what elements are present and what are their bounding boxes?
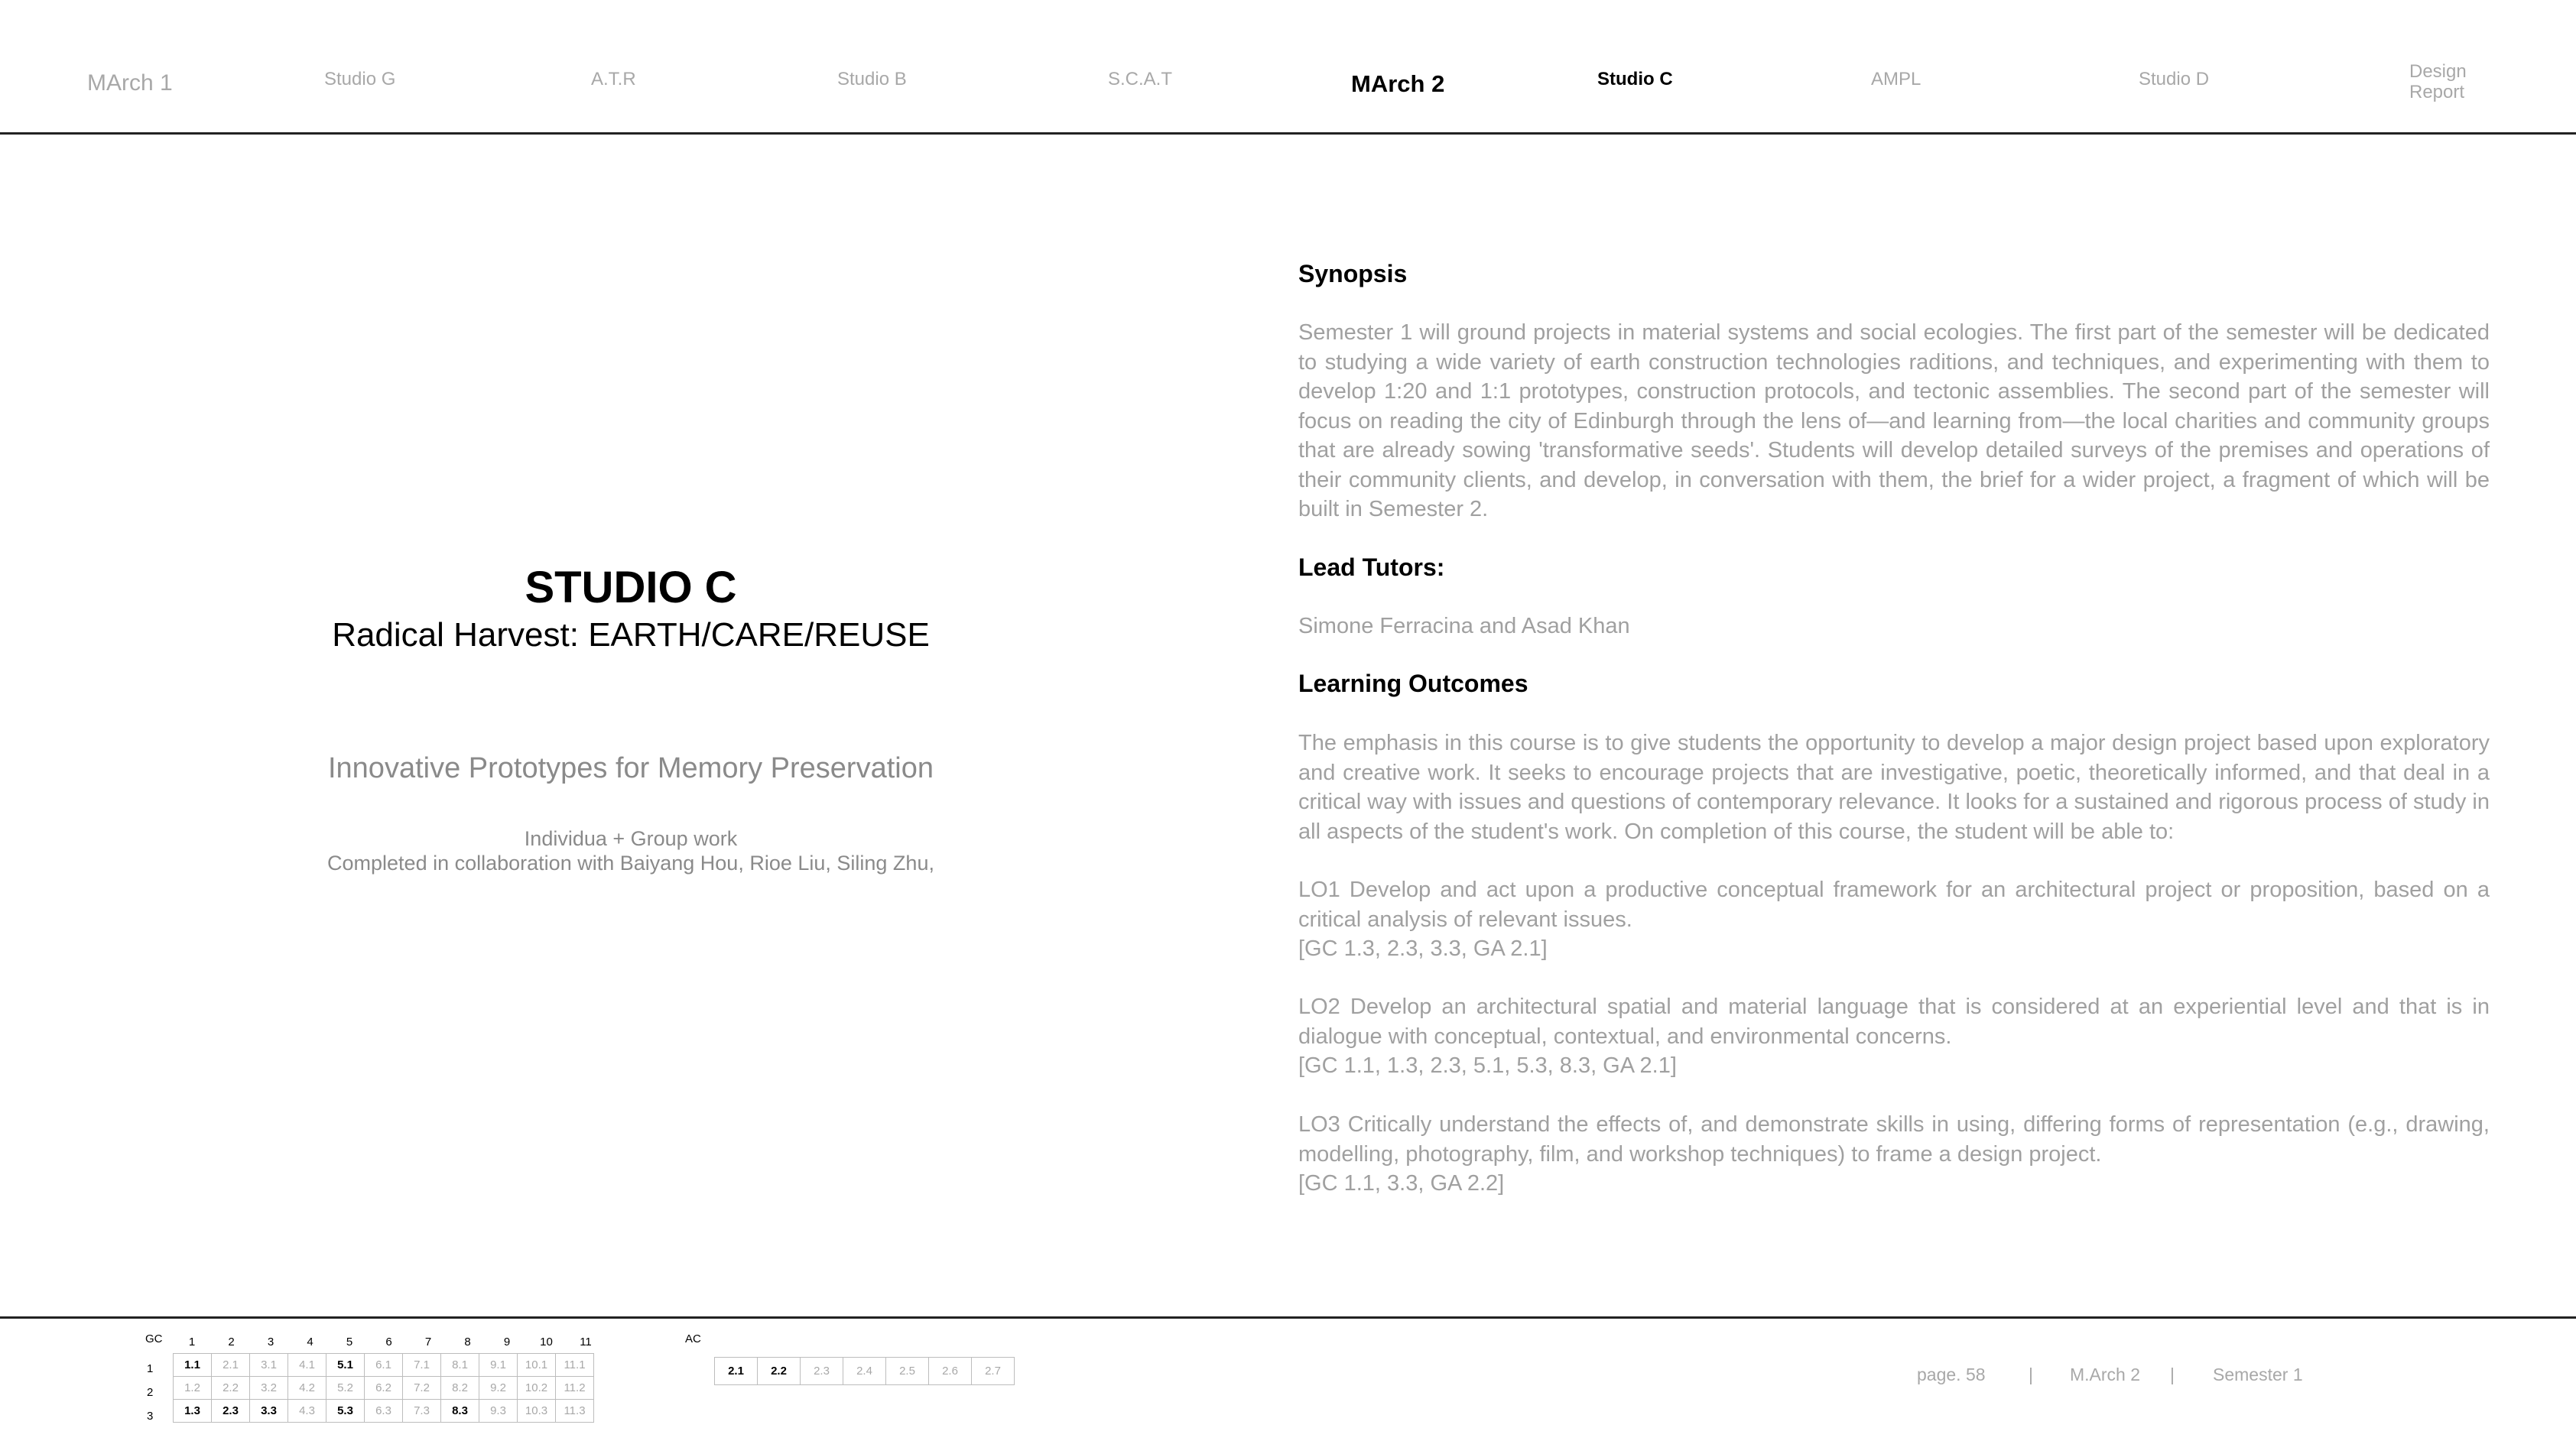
- lo2-text: LO2 Develop an architectural spatial and material language that is considered at an experiential level and that is in dialogue with conceptual, contextual, and environmental concerns.: [1298, 995, 2490, 1049]
- nav-design-report-line2: Report: [2409, 82, 2465, 102]
- gc-table-row: [174, 1354, 594, 1377]
- gc-cell: 8.2: [441, 1377, 479, 1400]
- gc-cell: 7.3: [403, 1400, 441, 1423]
- project-title: Innovative Prototypes for Memory Preservation: [327, 752, 934, 784]
- gc-column-number: 10: [540, 1336, 553, 1349]
- tutors-names: Simone Ferracina and Asad Khan: [1298, 614, 1630, 638]
- nav-march2[interactable]: MArch 2: [1351, 70, 1445, 97]
- lo3-codes: [GC 1.1, 3.3, GA 2.2]: [1298, 1171, 1505, 1196]
- lo1-text: LO1 Develop and act upon a productive conceptual framework for an architectural project or proposition, based on a critical analysis of relevant issues.: [1298, 878, 2490, 932]
- ac-cell: 2.3: [801, 1358, 843, 1385]
- gc-row-number: 1: [147, 1362, 154, 1375]
- gc-cell: 3.1: [250, 1354, 288, 1377]
- gc-cell: 4.3: [288, 1400, 326, 1423]
- nav-studio-g[interactable]: Studio G: [324, 69, 396, 89]
- collaboration-credit: Completed in collaboration with Baiyang Hou, Rioe Liu, Siling Zhu,: [327, 852, 934, 875]
- gc-cell: 2.1: [212, 1354, 250, 1377]
- gc-cell: 2.3: [212, 1400, 250, 1423]
- gc-cell: 11.1: [556, 1354, 594, 1377]
- gc-cell: 1.1: [174, 1354, 212, 1377]
- nav-march1[interactable]: MArch 1: [87, 70, 173, 96]
- footer-program: M.Arch 2: [2070, 1365, 2141, 1384]
- gc-cell: 9.3: [479, 1400, 518, 1423]
- ac-label: AC: [685, 1332, 701, 1345]
- ac-cell: 2.6: [929, 1358, 972, 1385]
- tutors-heading: Lead Tutors:: [1298, 553, 1445, 581]
- ac-table-row: [715, 1358, 1015, 1385]
- work-type: Individua + Group work: [524, 827, 738, 850]
- gc-cell: 7.1: [403, 1354, 441, 1377]
- nav-studio-d[interactable]: Studio D: [2139, 69, 2210, 89]
- lo3-text: LO3 Critically understand the effects of, and demonstrate skills in using, differing forms of representation (e.g., drawing, modelling, photography, film, and workshop techniques) to frame a design project.: [1298, 1112, 2490, 1167]
- footer-semester: Semester 1: [2213, 1365, 2303, 1384]
- gc-cell: 6.2: [365, 1377, 403, 1400]
- gc-column-number: 3: [267, 1336, 274, 1349]
- gc-row-number: 2: [147, 1386, 154, 1399]
- nav-ampl[interactable]: AMPL: [1871, 69, 1921, 89]
- gc-cell: 5.1: [326, 1354, 365, 1377]
- footer-divider: [0, 1316, 2576, 1319]
- gc-cell: 6.1: [365, 1354, 403, 1377]
- synopsis-heading: Synopsis: [1298, 260, 1408, 287]
- gc-cell: 10.1: [518, 1354, 556, 1377]
- nav-scat[interactable]: S.C.A.T: [1108, 69, 1173, 89]
- nav-studio-c[interactable]: Studio C: [1597, 69, 1673, 89]
- gc-column-number: 4: [307, 1336, 313, 1349]
- footer-sep-2: |: [2170, 1365, 2175, 1384]
- gc-cell: 3.2: [250, 1377, 288, 1400]
- gc-table-row: [174, 1400, 594, 1423]
- gc-cell: 9.2: [479, 1377, 518, 1400]
- gc-cell: 1.2: [174, 1377, 212, 1400]
- gc-cell: 10.2: [518, 1377, 556, 1400]
- gc-column-number: 7: [424, 1336, 432, 1349]
- gc-cell: 8.3: [441, 1400, 479, 1423]
- nav-design-report[interactable]: [2409, 61, 2467, 102]
- gc-cell: 8.1: [441, 1354, 479, 1377]
- ac-cell: 2.7: [972, 1358, 1015, 1385]
- gc-cell: 4.2: [288, 1377, 326, 1400]
- synopsis-text: Semester 1 will ground projects in material systems and social ecologies. The first part of the semester will be dedicated to studying a wide variety of earth construction technologies raditions, and techniques, and experimenting with them to develop 1:20 and 1:1 prototypes, construction protocols, and tectonic assemblies. The second part of the semester will focus on reading the city of Edinburgh through the lens of—and learning from—the local charities and community groups that are already sowing 'transformative seeds'. Students will develop detailed surveys of the premises and operations of their community clients, and develop, in conversation with them, the brief for a wider project, a fragment of which will be built in Semester 2.: [1298, 320, 2490, 521]
- gc-column-number: 5: [346, 1336, 353, 1349]
- gc-column-number: 1: [188, 1336, 196, 1349]
- gc-cell: 3.3: [250, 1400, 288, 1423]
- ac-cell: 2.1: [715, 1358, 758, 1385]
- outcomes-intro: The emphasis in this course is to give students the opportunity to develop a major design project based upon exploratory and creative work. It seeks to encourage projects that are investigative, poetic, theoretically informed, and that deal in a critical way with issues and questions of contemporary relevance. It looks for a sustained and rigorous process of study in all aspects of the student's work. On completion of this course, the student will be able to:: [1298, 731, 2490, 844]
- gc-column-number: 2: [228, 1336, 235, 1349]
- gc-column-number: 8: [464, 1336, 471, 1349]
- gc-column-number: 6: [385, 1336, 392, 1349]
- gc-table-row: [174, 1377, 594, 1400]
- studio-title: STUDIO C: [525, 563, 737, 612]
- ac-cell: 2.2: [758, 1358, 801, 1385]
- gc-cell: 6.3: [365, 1400, 403, 1423]
- gc-column-number: 11: [580, 1336, 592, 1349]
- gc-table: [173, 1353, 594, 1423]
- header-divider: [0, 132, 2576, 135]
- gc-cell: 5.2: [326, 1377, 365, 1400]
- gc-cell: 11.3: [556, 1400, 594, 1423]
- lo1-codes: [GC 1.3, 2.3, 3.3, GA 2.1]: [1298, 936, 1548, 961]
- gc-column-number: 9: [503, 1336, 511, 1349]
- gc-cell: 11.2: [556, 1377, 594, 1400]
- gc-row-number: 3: [147, 1410, 154, 1423]
- gc-cell: 5.3: [326, 1400, 365, 1423]
- gc-cell: 7.2: [403, 1377, 441, 1400]
- ac-table: [714, 1357, 1015, 1385]
- gc-cell: 1.3: [174, 1400, 212, 1423]
- gc-cell: 2.2: [212, 1377, 250, 1400]
- gc-label: GC: [145, 1332, 163, 1345]
- studio-subtitle: Radical Harvest: EARTH/CARE/REUSE: [332, 616, 930, 654]
- lo2-codes: [GC 1.1, 1.3, 2.3, 5.1, 5.3, 8.3, GA 2.1]: [1298, 1053, 1677, 1078]
- ac-cell: 2.5: [886, 1358, 929, 1385]
- nav-studio-b[interactable]: Studio B: [837, 69, 907, 89]
- gc-cell: 4.1: [288, 1354, 326, 1377]
- outcomes-heading: Learning Outcomes: [1298, 670, 1528, 697]
- nav-design-report-line1: Design: [2409, 61, 2467, 82]
- ac-cell: 2.4: [843, 1358, 886, 1385]
- gc-cell: 9.1: [479, 1354, 518, 1377]
- footer-sep-1: |: [2029, 1365, 2033, 1384]
- gc-cell: 10.3: [518, 1400, 556, 1423]
- nav-atr[interactable]: A.T.R: [591, 69, 636, 89]
- footer-page: page. 58: [1917, 1365, 1986, 1384]
